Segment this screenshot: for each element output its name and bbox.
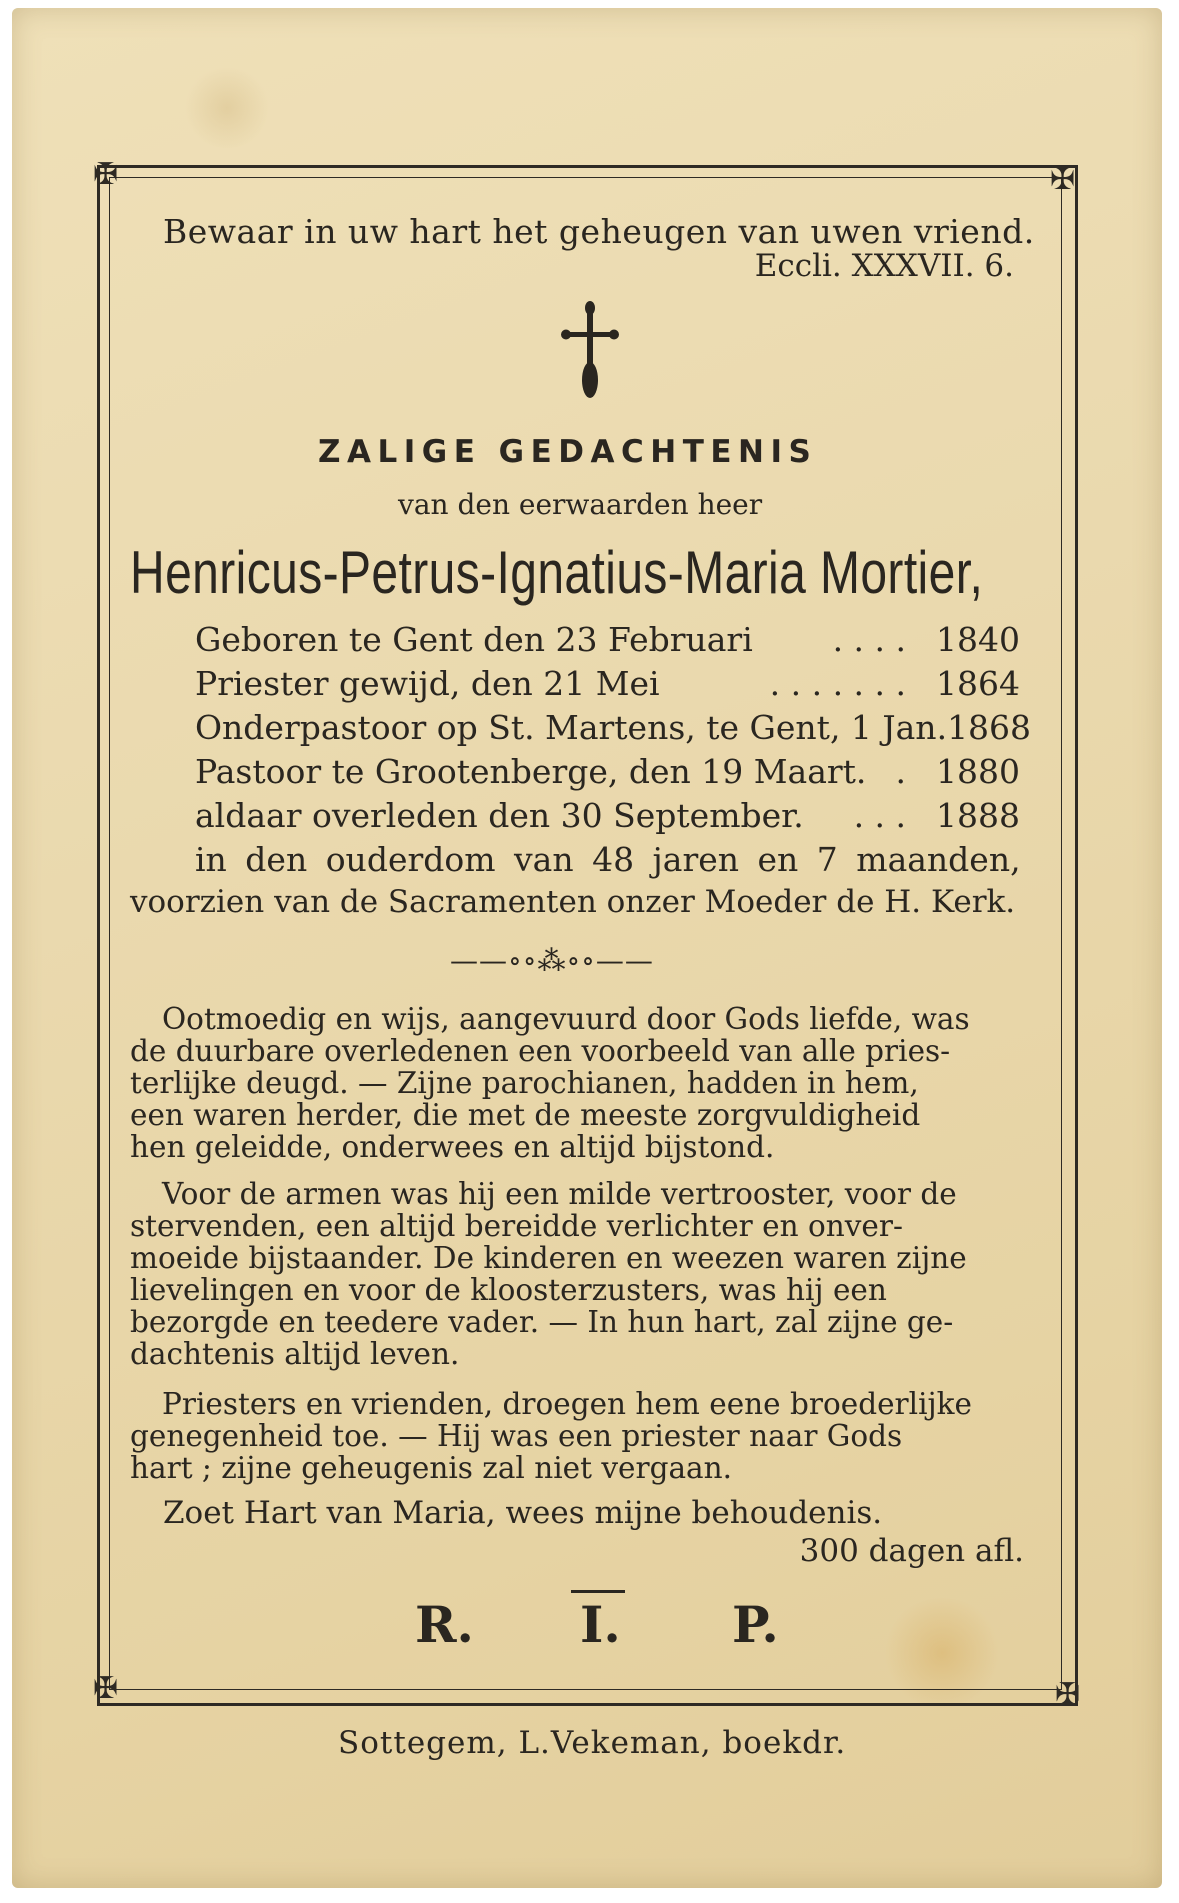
paragraph bbox=[130, 1003, 1050, 1163]
corner-ornament-icon: ✠ bbox=[1050, 162, 1076, 197]
life-event-row bbox=[195, 620, 1020, 659]
prayer-line: Zoet Hart van Maria, wees mijne behoudenis. bbox=[163, 1495, 883, 1531]
paragraph-line: Ootmoedig en wijs, aangevuurd door Gods liefde, was bbox=[162, 1002, 970, 1036]
life-event-text: Pastoor te Grootenberge, den 19 Maart. bbox=[195, 752, 867, 791]
life-event-leader: . . . bbox=[853, 796, 907, 835]
paragraph-line: moeide bijstaander. De kinderen en weezen waren zijne bbox=[130, 1241, 967, 1275]
paragraph-line: genegenheid toe. — Hij was een priester naar Gods bbox=[130, 1419, 903, 1453]
life-event-row bbox=[195, 664, 1020, 703]
paragraph-line: een waren herder, die met de meeste zorgvuldigheid bbox=[130, 1098, 921, 1132]
rip-letter: R. bbox=[415, 1595, 474, 1654]
life-event-text: Priester gewijd, den 21 Mei bbox=[195, 664, 660, 703]
paragraph-line: dachtenis altijd leven. bbox=[130, 1337, 460, 1371]
paragraph-line: bezorgde en teedere vader. — In hun hart, zal zijne ge- bbox=[130, 1305, 954, 1339]
life-event-leader: . . . . . . . bbox=[769, 664, 907, 703]
epigraph-citation: Eccli. XXXVII. 6. bbox=[754, 248, 1014, 284]
corner-ornament-icon: ✠ bbox=[93, 1671, 119, 1706]
rip-letter: P. bbox=[732, 1595, 779, 1654]
paragraph-line: stervenden, een altijd bereidde verlichter en onver- bbox=[130, 1209, 903, 1243]
paragraph-line: de duurbare overledenen een voorbeeld van alle pries- bbox=[130, 1034, 951, 1068]
life-event-text: Onderpastoor op St. Martens, te Gent, 1 Jan. bbox=[195, 708, 948, 747]
life-event-text: aldaar overleden den 30 September. bbox=[195, 796, 804, 835]
paragraph-line: terlijke deugd. — Zijne parochianen, hadden in hem, bbox=[130, 1066, 919, 1100]
epigraph-line: Bewaar in uw hart het geheugen van uwen vriend. bbox=[163, 212, 1035, 251]
paragraph bbox=[130, 1178, 1050, 1370]
life-event-year: 1880 bbox=[936, 752, 1020, 791]
ornament-divider: ——∘∘⁂∘∘—— bbox=[450, 944, 654, 977]
paragraph-line: hart ; zijne geheugenis zal niet vergaan. bbox=[130, 1451, 733, 1485]
paragraph-line: lievelingen en voor de kloosterzusters, was hij een bbox=[130, 1273, 887, 1307]
corner-ornament-icon: ✠ bbox=[93, 157, 119, 192]
short-rule bbox=[571, 1590, 625, 1593]
life-event-year: 1864 bbox=[936, 664, 1020, 703]
heading-subtitle: van den eerwaarden heer bbox=[398, 488, 763, 521]
deceased-name: Henricus-Petrus-Ignatius-Maria Mortier, bbox=[130, 539, 984, 606]
paragraph-line: Voor de armen was hij een milde vertrooster, voor de bbox=[162, 1177, 957, 1211]
life-event-text: Geboren te Gent den 23 Februari bbox=[195, 620, 753, 659]
age-line: in den ouderdom van 48 jaren en 7 maanden, bbox=[195, 840, 1021, 879]
life-event-leader: . . . . bbox=[832, 620, 907, 659]
paragraph-line: hen geleidde, onderwees en altijd bijstond. bbox=[130, 1130, 775, 1164]
life-event-row bbox=[195, 796, 1020, 835]
life-event-row bbox=[195, 752, 1020, 791]
life-event-year: 1868 bbox=[947, 708, 1032, 747]
paragraph-line: Priesters en vrienden, droegen hem eene broederlijke bbox=[162, 1387, 972, 1421]
life-event-year: 1888 bbox=[936, 796, 1020, 835]
life-event-row bbox=[195, 708, 1032, 747]
rip-letter: I. bbox=[580, 1595, 621, 1654]
cross-icon bbox=[560, 300, 620, 400]
heading-title: ZALIGE GEDACHTENIS bbox=[318, 434, 818, 470]
sacraments-line: voorzien van de Sacramenten onzer Moeder de H. Kerk. bbox=[130, 884, 1016, 920]
paragraph bbox=[130, 1388, 1050, 1484]
life-event-year: 1840 bbox=[936, 620, 1020, 659]
paper-stain bbox=[182, 68, 272, 148]
corner-ornament-icon: ✠ bbox=[1055, 1677, 1081, 1712]
indulgence-note: 300 dagen afl. bbox=[799, 1533, 1024, 1569]
printer-credit: Sottegem, L.Vekeman, boekdr. bbox=[338, 1725, 847, 1761]
life-event-leader: . bbox=[895, 752, 907, 791]
